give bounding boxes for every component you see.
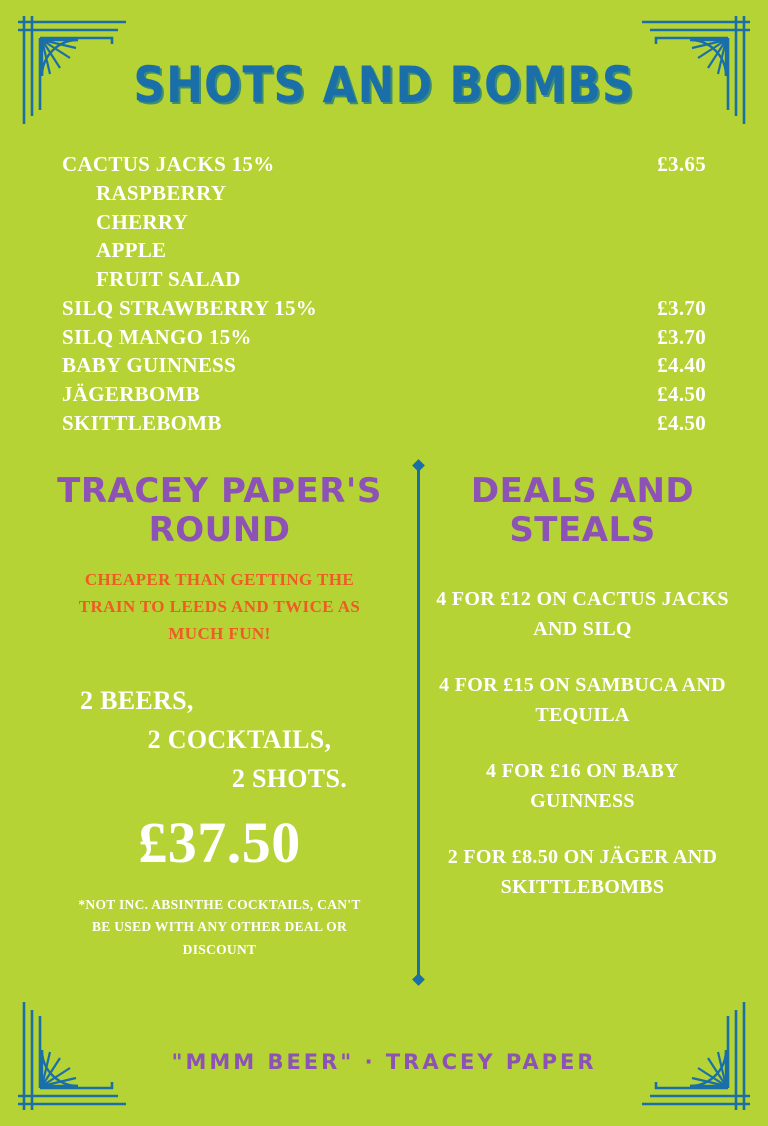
item-price: £4.40	[657, 353, 706, 378]
deals-and-steals-section	[430, 472, 735, 902]
list-item: 4 FOR £15 ON SAMBUCA AND TEQUILA	[439, 673, 726, 726]
deals-list	[430, 584, 735, 902]
section-heading	[430, 472, 735, 550]
list-item-sub: RASPBERRY	[96, 180, 227, 205]
item-name: SILQ MANGO 15%	[62, 324, 252, 349]
item-name: JÄGERBOMB	[62, 382, 201, 407]
section-heading-line1: DEALS AND	[470, 471, 695, 511]
list-item	[62, 150, 706, 179]
list-item	[62, 323, 706, 352]
column-divider	[417, 466, 420, 979]
item-name: SKITTLEBOMB	[62, 410, 222, 435]
bundle-price: £37.50	[138, 810, 301, 876]
bundle-line-1: 2 BEERS,	[80, 686, 194, 716]
section-heading-line2: ROUND	[148, 509, 291, 550]
section-tagline: CHEAPER THAN GETTING THE TRAIN TO LEEDS AND TWICE AS MUCH FUN!	[78, 569, 361, 643]
item-price: £3.70	[657, 324, 706, 349]
item-price: £3.70	[657, 295, 706, 320]
item-name: CACTUS JACKS 15%	[62, 152, 275, 176]
bundle-fineprint: *NOT INC. ABSINTHE COCKTAILS, CAN'T BE USED WITH ANY OTHER DEAL OR DISCOUNT	[78, 897, 361, 957]
footer-quote: "MMM BEER" · TRACEY PAPER	[171, 1050, 597, 1074]
list-item	[62, 351, 706, 380]
list-item	[62, 380, 706, 409]
list-item-sub: FRUIT SALAD	[96, 267, 241, 292]
section-heading-line2: STEALS	[509, 509, 656, 550]
bundle-line-3: 2 SHOTS.	[231, 764, 347, 794]
price-list	[62, 150, 706, 438]
item-name: BABY GUINNESS	[62, 353, 237, 378]
traceys-round-section	[42, 472, 397, 961]
list-item: 4 FOR £12 ON CACTUS JACKS AND SILQ	[436, 587, 729, 640]
item-price: £3.65	[657, 152, 706, 176]
list-item	[62, 409, 706, 438]
bundle-line-2: 2 COCKTAILS,	[147, 725, 332, 755]
section-heading	[42, 472, 397, 550]
list-item: 4 FOR £16 ON BABY GUINNESS	[486, 759, 679, 812]
page-title: SHOTS AND BOMBS	[133, 56, 635, 114]
list-item-sub: CHERRY	[96, 209, 189, 234]
item-price: £4.50	[657, 410, 706, 435]
bundle-contents	[42, 681, 397, 798]
item-price: £4.50	[657, 382, 706, 407]
section-heading-line1: TRACEY PAPER'S	[57, 471, 382, 511]
list-item-sub: APPLE	[96, 238, 167, 263]
item-name: SILQ STRAWBERRY 15%	[62, 295, 318, 320]
list-item	[62, 294, 706, 323]
list-item: 2 FOR £8.50 ON JÄGER AND SKITTLEBOMBS	[447, 845, 718, 898]
